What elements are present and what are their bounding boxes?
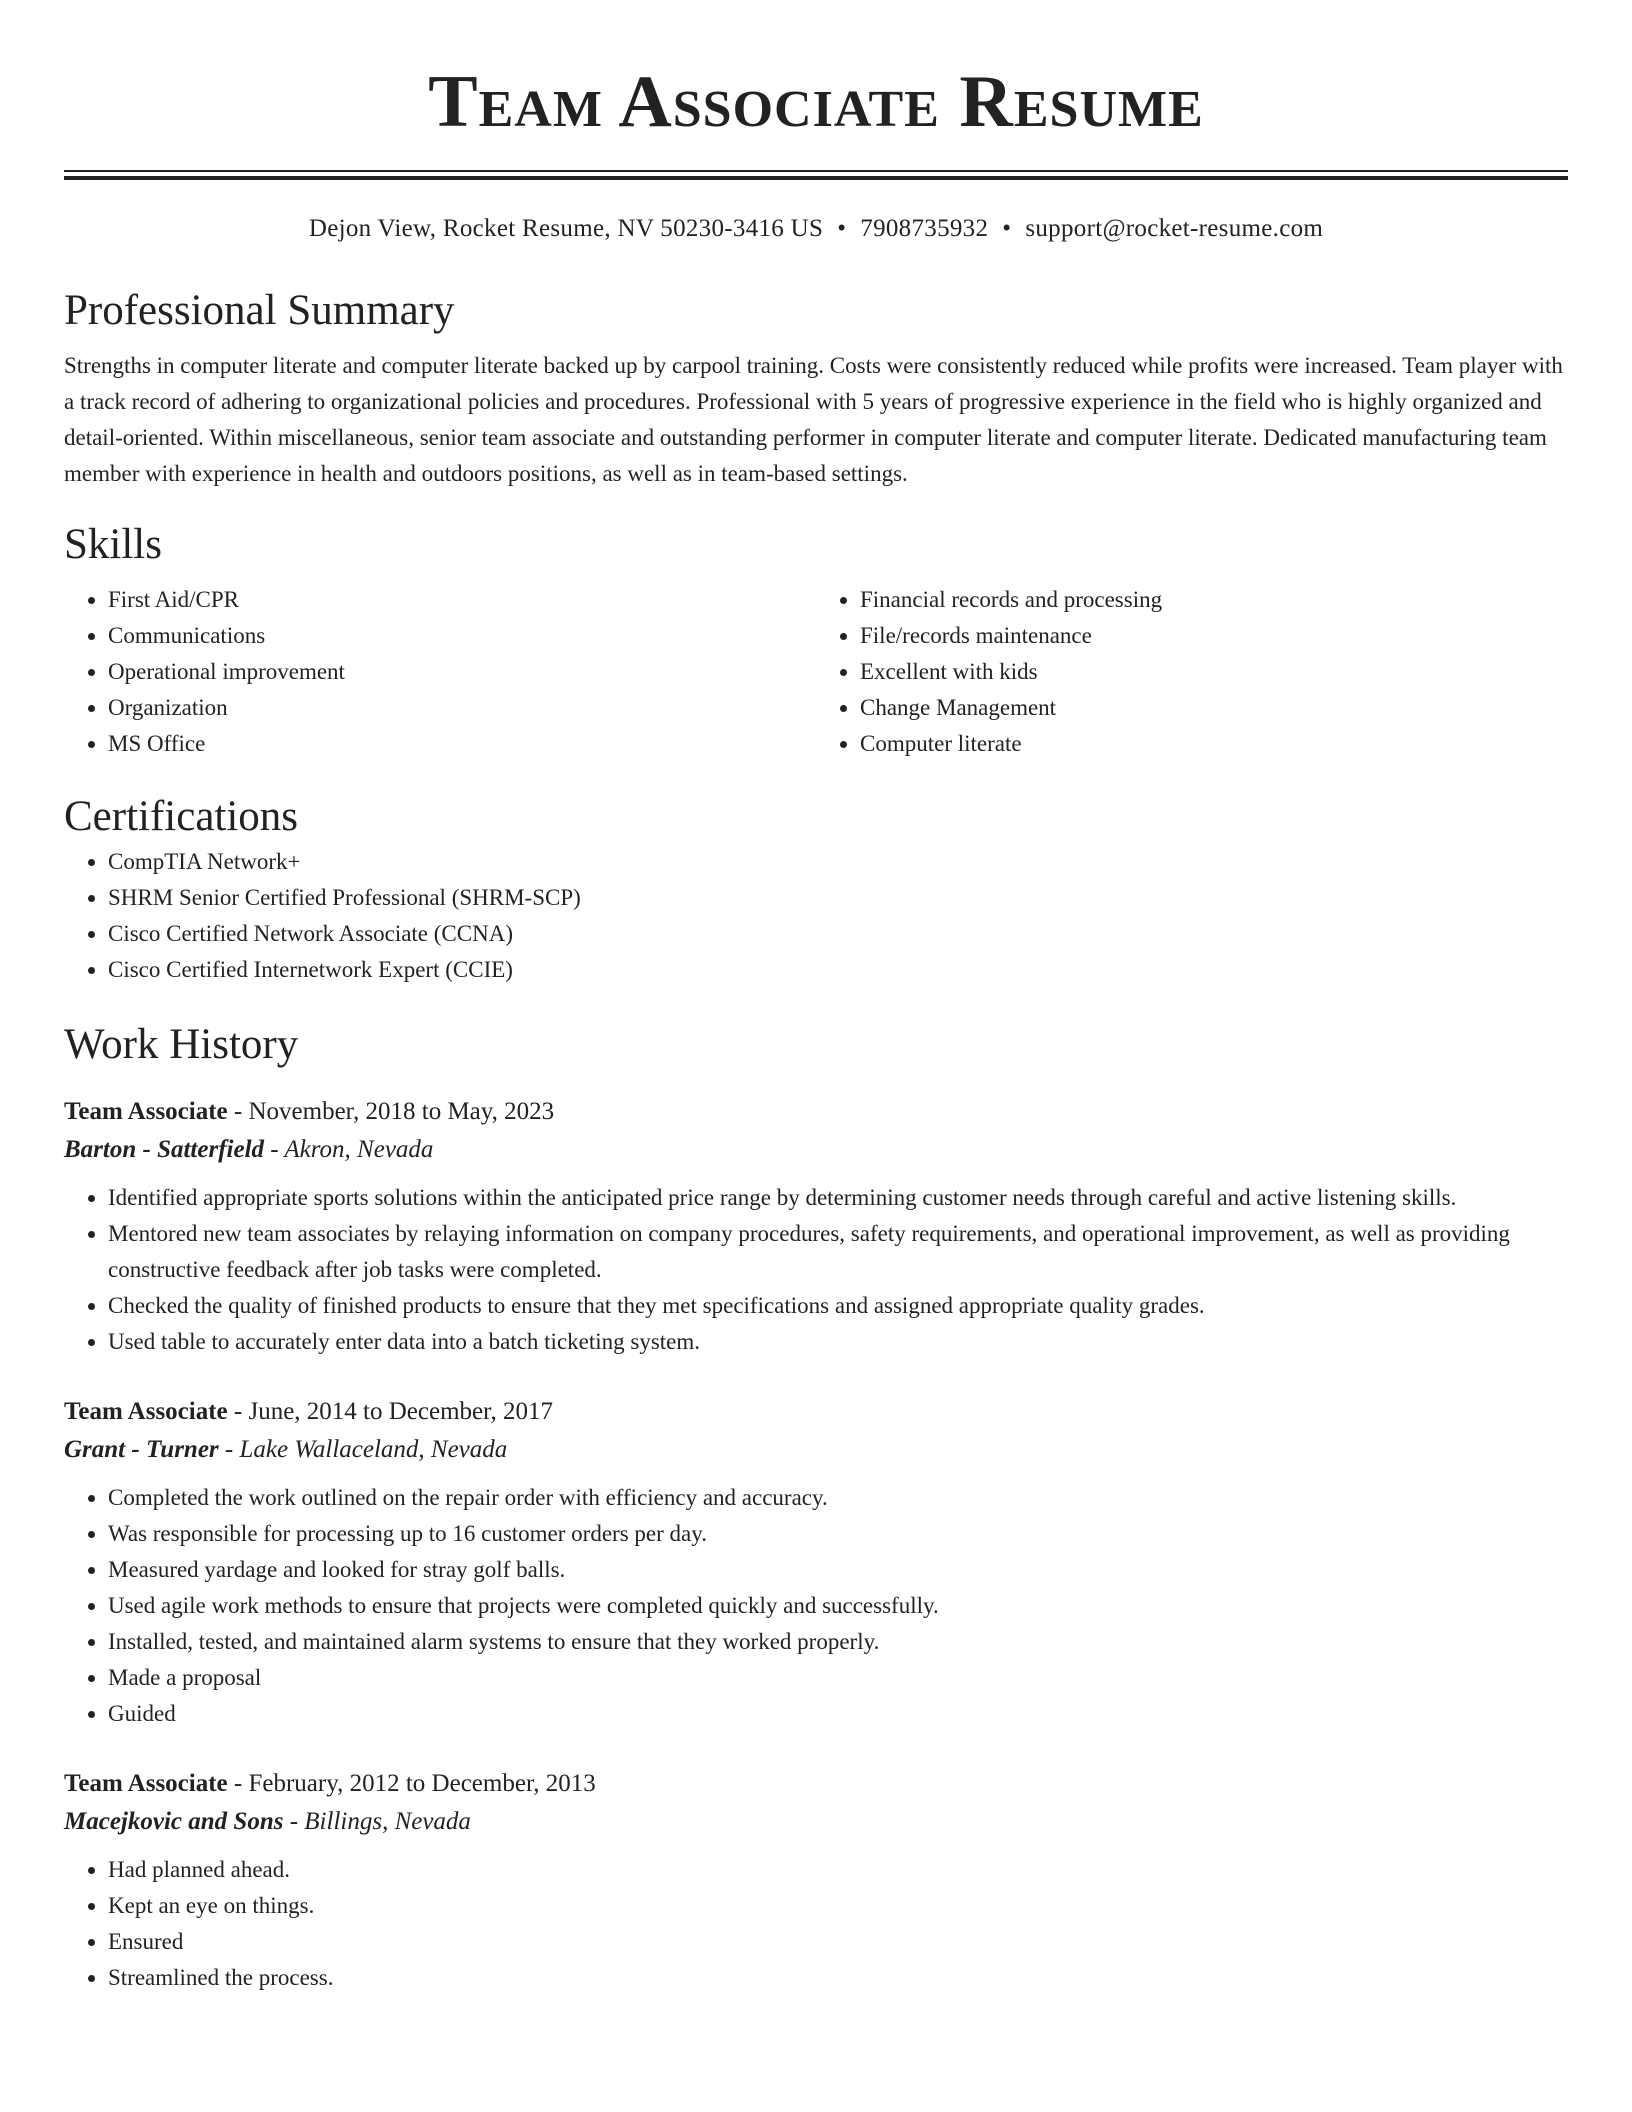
job-bullets <box>64 1180 1568 1360</box>
job-bullet: • Installed, tested, and maintained alarm systems to ensure that they worked properly. <box>108 1624 1538 1660</box>
skill-item: • Financial records and processing <box>860 582 1568 618</box>
contact-phone: 7908735932 <box>860 215 989 242</box>
certifications-list <box>64 844 1568 988</box>
job-location: Lake Wallaceland, Nevada <box>239 1436 508 1463</box>
job-bullet: • Ensured <box>108 1924 1538 1960</box>
job-bullet: • Measured yardage and looked for stray golf balls. <box>108 1552 1538 1588</box>
job-company: Grant - Turner <box>64 1436 219 1463</box>
skills-grid <box>64 582 1568 762</box>
job-bullets <box>64 1852 1568 1996</box>
skill-item: • Excellent with kids <box>860 654 1568 690</box>
certification-item: • CompTIA Network+ <box>108 844 1568 880</box>
job-title-line: Team Associate - February, 2012 to December, 2013 <box>64 1770 596 1797</box>
job-entry <box>64 1766 1568 1996</box>
summary-section <box>64 284 1568 492</box>
job-bullet: • Completed the work outlined on the repair order with efficiency and accuracy. <box>108 1480 1538 1516</box>
job-bullet: • Made a proposal <box>108 1660 1538 1696</box>
job-role: Team Associate <box>64 1398 228 1425</box>
skills-list-right <box>816 582 1568 762</box>
job-title-line: Team Associate - November, 2018 to May, 2023 <box>64 1098 555 1125</box>
job-bullet: • Identified appropriate sports solutions within the anticipated price range by determining customer needs through careful and active listening skills. <box>108 1180 1538 1216</box>
skill-item: • File/records maintenance <box>860 618 1568 654</box>
resume-title: Team Associate Resume <box>428 61 1204 143</box>
certifications-heading: Certifications <box>64 793 299 840</box>
job-role: Team Associate <box>64 1770 228 1797</box>
job-company: Macejkovic and Sons <box>64 1808 284 1835</box>
job-bullet: • Had planned ahead. <box>108 1852 1538 1888</box>
job-bullet: • Streamlined the process. <box>108 1960 1538 1996</box>
skill-item: • Computer literate <box>860 726 1568 762</box>
summary-text: Strengths in computer literate and computer literate backed up by carpool training. Costs were consistently reduced while profits were increased. Team player with a track record of adhering to organizational policies and procedures. Professional with 5 years of progressive experience in the field who is highly organized and detail-oriented. Within miscellaneous, senior team associate and outstanding performer in computer literate and computer literate. Dedicated manufacturing team member with experience in health and outdoors positions, as well as in team-based settings. <box>64 353 1563 486</box>
summary-heading: Professional Summary <box>64 287 455 334</box>
job-company-line: Macejkovic and Sons - Billings, Nevada <box>64 1808 471 1835</box>
job-company: Barton - Satterfield <box>64 1136 265 1163</box>
job-bullet: • Used agile work methods to ensure that projects were completed quickly and successfully. <box>108 1588 1538 1624</box>
certification-item: • Cisco Certified Network Associate (CCNA) <box>108 916 1568 952</box>
skill-item: • Communications <box>108 618 816 654</box>
job-dates: November, 2018 to May, 2023 <box>248 1098 555 1125</box>
contact-email: support@rocket-resume.com <box>1025 215 1324 242</box>
certification-item: • Cisco Certified Internetwork Expert (CCIE) <box>108 952 1568 988</box>
skill-item: • Change Management <box>860 690 1568 726</box>
job-company-line: Grant - Turner - Lake Wallaceland, Nevada <box>64 1436 508 1463</box>
title-divider <box>64 170 1568 180</box>
skill-item: • MS Office <box>108 726 816 762</box>
work-history-section <box>64 1018 1568 1996</box>
skills-heading: Skills <box>64 521 162 568</box>
job-location: Billings, Nevada <box>304 1808 471 1835</box>
job-entry <box>64 1094 1568 1360</box>
skills-section <box>64 518 1568 762</box>
job-bullets <box>64 1480 1568 1732</box>
certifications-section <box>64 790 1568 988</box>
skills-list-left <box>64 582 816 762</box>
contact-separator: • <box>837 215 847 242</box>
contact-separator: • <box>1002 215 1012 242</box>
job-bullet: • Used table to accurately enter data into a batch ticketing system. <box>108 1324 1538 1360</box>
work-history-heading: Work History <box>64 1021 299 1068</box>
job-location: Akron, Nevada <box>284 1136 434 1163</box>
contact-address: Dejon View, Rocket Resume, NV 50230-3416 US <box>308 215 824 242</box>
job-dates: February, 2012 to December, 2013 <box>248 1770 596 1797</box>
skill-item: • First Aid/CPR <box>108 582 816 618</box>
skill-item: • Organization <box>108 690 816 726</box>
job-bullet: • Kept an eye on things. <box>108 1888 1538 1924</box>
job-entry <box>64 1394 1568 1732</box>
job-bullet: • Checked the quality of finished products to ensure that they met specifications and assigned appropriate quality grades. <box>108 1288 1538 1324</box>
job-bullet: • Mentored new team associates by relaying information on company procedures, safety requirements, and operational improvement, as well as providing constructive feedback after job tasks were completed. <box>108 1216 1538 1288</box>
certification-item: • SHRM Senior Certified Professional (SHRM-SCP) <box>108 880 1568 916</box>
job-dates: June, 2014 to December, 2017 <box>248 1398 553 1425</box>
contact-line <box>64 214 1568 244</box>
job-company-line: Barton - Satterfield - Akron, Nevada <box>64 1136 434 1163</box>
job-role: Team Associate <box>64 1098 228 1125</box>
job-title-line: Team Associate - June, 2014 to December, 2017 <box>64 1398 553 1425</box>
skill-item: • Operational improvement <box>108 654 816 690</box>
job-bullet: • Guided <box>108 1696 1538 1732</box>
job-bullet: • Was responsible for processing up to 16 customer orders per day. <box>108 1516 1538 1552</box>
